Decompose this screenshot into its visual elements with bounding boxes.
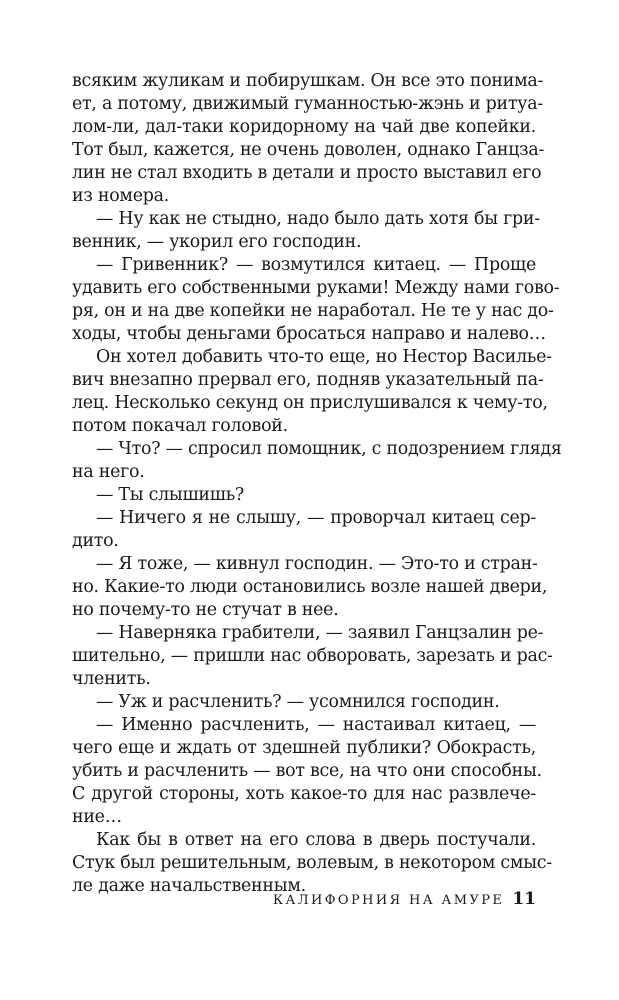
text-line: вич внезапно прервал его, подняв указательный па- — [72, 370, 544, 390]
text-line: ет, а потому, движимый гуманностью-жэнь и ритуа- — [72, 94, 543, 114]
text-line: ря, он и на две копейки не наработал. Не те у нас до- — [72, 301, 554, 321]
text-line: потом покачал головой. — [72, 416, 288, 436]
text-line: Как бы в ответ на его слова в дверь постучали. — [96, 830, 536, 850]
text-line: — Гривенник? — возмутился китаец. — Проще — [96, 255, 536, 275]
page-body — [72, 70, 562, 898]
text-line: членить. — [72, 669, 151, 689]
running-title: КАЛИФОРНИЯ НА АМУРЕ — [273, 893, 505, 908]
text-line: всяким жуликам и побирушкам. Он все это понима- — [72, 71, 544, 91]
text-line: — Ничего я не слышу, — проворчал китаец сер- — [96, 508, 536, 528]
text-line: ходы, чтобы деньгами бросаться направо и налево… — [72, 324, 546, 344]
text-line: удавить его собственными руками! Между нами гово- — [72, 278, 560, 298]
text-line: — Уж и расчленить? — усомнился господин. — [96, 692, 500, 712]
text-line: но. Какие-то люди остановились возле нашей двери, — [72, 577, 548, 597]
text-line: Он хотел добавить что-то еще, но Нестор Васильe- — [96, 347, 552, 367]
text-line: лец. Несколько секунд он прислушивался к чему-то, — [72, 393, 548, 413]
text-line: шительно, — пришли нас обворовать, зарезать и рас- — [72, 646, 553, 666]
text-line: — Я тоже, — кивнул господин. — Это-то и стран- — [96, 554, 538, 574]
page-footer — [72, 889, 536, 911]
text-line: чего еще и ждать от здешней публики? Обокрасть, — [72, 738, 536, 758]
text-line: на него. — [72, 462, 145, 482]
text-line: лин не стал входить в детали и просто выставил его — [72, 163, 542, 183]
text-line: С другой стороны, хоть какое-то для нас развлече- — [72, 784, 536, 804]
text-line: Тот был, кажется, не очень доволен, однако Ганцза- — [72, 140, 545, 160]
text-line: — Ты слышишь? — [96, 485, 244, 505]
text-line: — Что? — спросил помощник, с подозрением глядя — [96, 439, 562, 459]
text-line: лом-ли, дал-таки коридорному на чай две копейки. — [72, 117, 536, 137]
text-line: — Ну как не стыдно, надо было дать хотя бы гри- — [96, 209, 540, 229]
text-line: ние… — [72, 807, 122, 827]
text-line: ле даже начальственным. — [72, 876, 306, 896]
page-number: 11 — [512, 889, 536, 909]
text-line: но почему-то не стучат в нее. — [72, 600, 339, 620]
text-line: убить и расчленить — вот все, на что они способны. — [72, 761, 542, 781]
text-line: — Именно расчленить, — настаивал китаец, — — [96, 715, 536, 735]
text-line: венник, — укорил его господин. — [72, 232, 362, 252]
text-line: дито. — [72, 531, 119, 551]
text-line: из номера. — [72, 186, 170, 206]
text-line: — Наверняка грабители, — заявил Ганцзалин ре- — [96, 623, 544, 643]
text-line: Стук был решительным, волевым, в некотором смыс- — [72, 853, 552, 873]
